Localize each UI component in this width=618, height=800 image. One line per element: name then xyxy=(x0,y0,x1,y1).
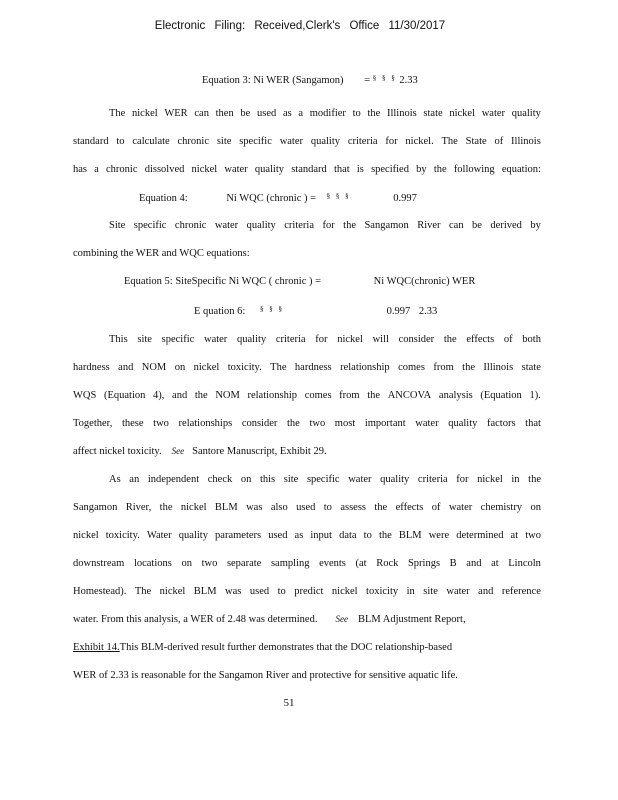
equation-3 xyxy=(202,74,418,86)
para1-line-2: standard to calculate chronic site specific water quality criteria for nickel. The State of Illinois xyxy=(73,136,541,147)
exhibit-14-link: Exhibit 14. xyxy=(73,642,120,653)
santore-reference: Santore Manuscript, Exhibit 29. xyxy=(192,446,327,457)
equation-3-equals: = xyxy=(364,75,371,86)
para3-line-4: Together, these two relationships consider the two most important water quality factors that xyxy=(73,418,541,429)
equation-6-value-1: 0.997 xyxy=(386,306,411,317)
para1-line-3: has a chronic dissolved nickel water quality standard that is specified by the following equation: xyxy=(73,164,541,175)
equation-4-mid: Ni WQC (chronic xyxy=(226,193,302,204)
para4-line-2: Sangamon River, the nickel BLM was also used to assess the effects of water chemistry on xyxy=(73,502,541,513)
equation-6 xyxy=(194,305,437,317)
para3-line-5 xyxy=(73,446,541,457)
para3-last-text: affect nickel toxicity. xyxy=(73,446,162,457)
equation-6-value-2: 2.33 xyxy=(418,306,438,317)
blm-report-reference: BLM Adjustment Report, xyxy=(357,614,466,625)
para2-line-2: combining the WER and WQC equations: xyxy=(73,248,250,259)
para4-line-8: WER of 2.33 is reasonable for the Sangamon River and protective for sensitive aquatic life. xyxy=(73,670,458,681)
para4-line-1: As an independent check on this site specific water quality criteria for nickel in the xyxy=(109,474,541,485)
para4-line-7 xyxy=(73,642,541,653)
equation-3-symbols: § § § xyxy=(372,74,397,82)
para3-line-3: WQS (Equation 4), and the NOM relationship comes from the ANCOVA analysis (Equation 1). xyxy=(73,390,541,401)
para3-line-2: hardness and NOM on nickel toxicity. The hardness relationship comes from the Illinois state xyxy=(73,362,541,373)
equation-5-tail: Ni WQC(chronic) WER xyxy=(373,276,476,287)
page-number: 51 xyxy=(283,697,295,709)
filing-header: Electronic Filing: Received,Clerk's Office 11/30/2017 xyxy=(154,20,446,32)
equation-6-label: E quation 6: xyxy=(194,306,246,317)
para3-line-1: This site specific water quality criteria for nickel will consider the effects of both xyxy=(109,334,541,345)
para4-line-7-text: This BLM-derived result further demonstrates that the DOC relationship-based xyxy=(119,642,453,653)
equation-4-label: Equation 4: xyxy=(139,193,188,204)
equation-3-label: Equation 3: Ni WER (Sangamon) xyxy=(202,75,344,86)
para4-line-6 xyxy=(73,614,541,625)
see-signal-2: See xyxy=(335,614,348,624)
equation-4-value: 0.997 xyxy=(393,193,417,204)
equation-4-symbols: § § § xyxy=(326,192,351,200)
see-signal: See xyxy=(171,446,185,456)
para4-line-5: Homestead). The nickel BLM was used to predict nickel toxicity in site water and reference xyxy=(73,586,541,597)
equation-3-value: 2.33 xyxy=(399,75,418,86)
equation-5 xyxy=(124,276,475,287)
para4-line-3: nickel toxicity. Water quality parameters used as input data to the BLM were determined at two xyxy=(73,530,541,541)
para4-line-6-text: water. From this analysis, a WER of 2.48 was determined. xyxy=(73,614,318,625)
equation-6-symbols: § § § xyxy=(259,305,284,313)
equation-4-tail: ) = xyxy=(304,193,317,204)
equation-5-label: Equation 5: SiteSpecific Ni WQC ( chronic ) = xyxy=(124,276,322,287)
equation-4 xyxy=(139,192,417,204)
para2-line-1: Site specific chronic water quality criteria for the Sangamon River can be derived by xyxy=(109,220,541,231)
para1-line-1: The nickel WER can then be used as a modifier to the Illinois state nickel water quality xyxy=(109,108,541,119)
para4-line-4: downstream locations on two separate sampling events (at Rock Springs B and at Lincoln xyxy=(73,558,541,569)
